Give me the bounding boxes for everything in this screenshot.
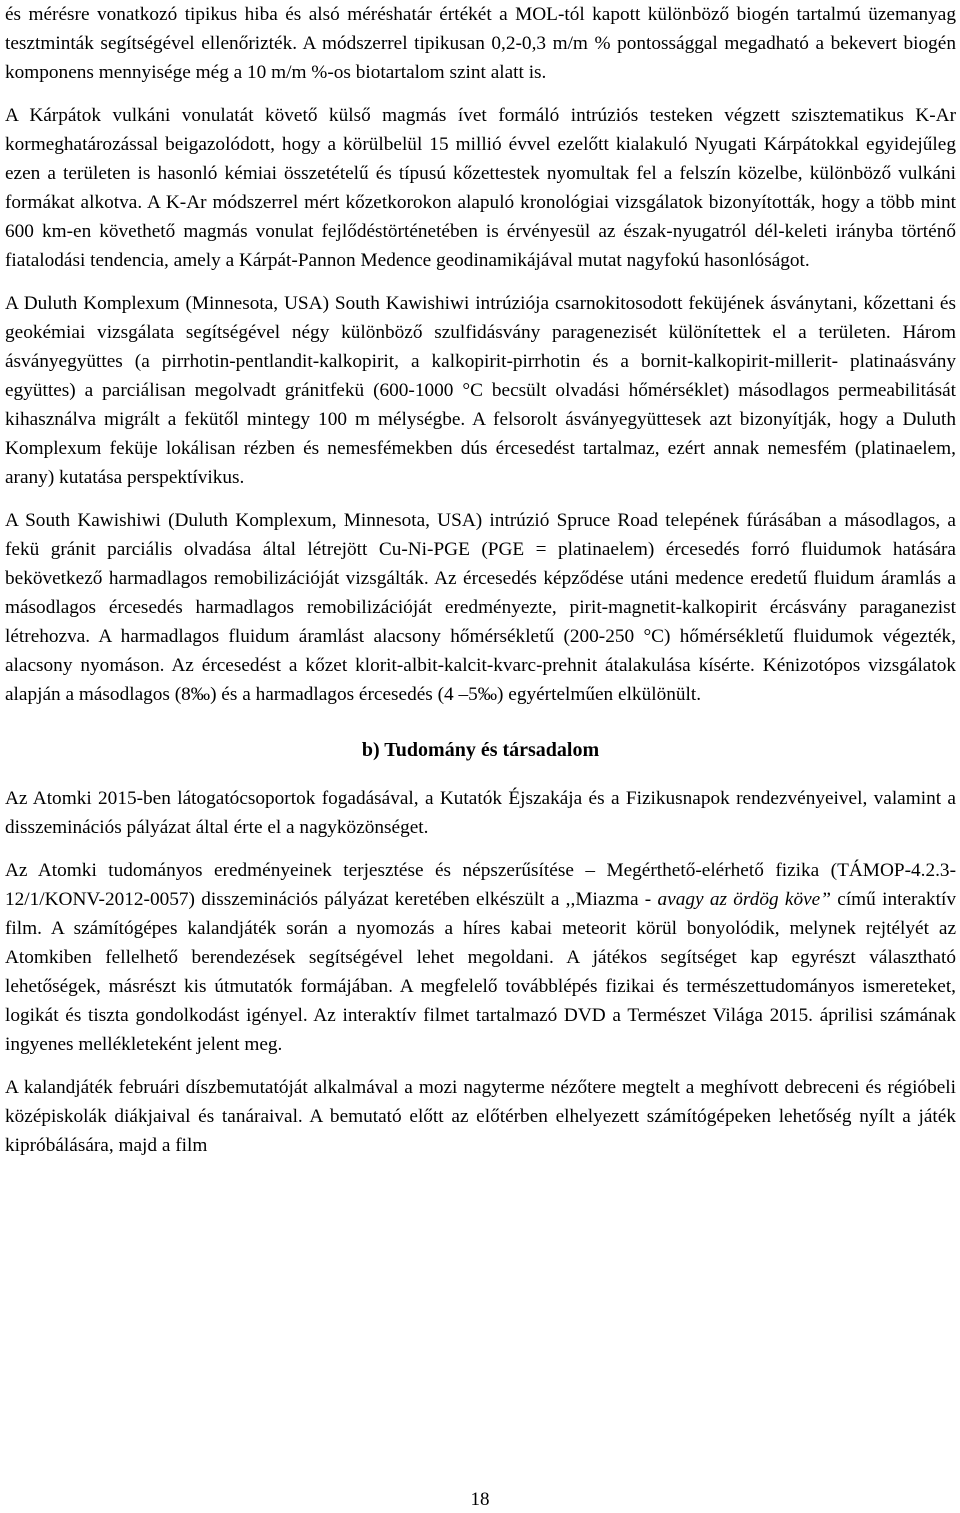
document-page xyxy=(5,0,956,1174)
film-text-after: című interaktív film. A számítógépes kalandjáték során a nyomozás a híres kabai meteorit körül bonyolódik, melynek rejtélyét az Atomkiben fellelhető berendezések segítségével lehet megoldani. A játékos segítséget kap egyrészt választható lehetőségek, másrészt kis útmutatók formájában. A megfelelő továbblépés fizikai és természettudományos ismereteket, logikát és tiszta gondolkodást igényel. Az interaktív filmet tartalmazó DVD a Természet Világa 2015. áprilisi számának ingyenes mellékleteként jelent meg. xyxy=(5,889,956,1055)
section-title: b) Tudomány és társadalom xyxy=(361,739,600,761)
paragraph-atomki-outreach: Az Atomki 2015-ben látogatócsoportok fogadásával, a Kutatók Éjszakája és a Fizikusnapok rendezvényeivel, valamint a disszeminációs pályázat által érte el a nagyközönséget. xyxy=(5,788,956,838)
paragraph-south-kawishiwi: A South Kawishiwi (Duluth Komplexum, Minnesota, USA) intrúzió Spruce Road telepének fúrásában a másodlagos, a fekü gránit parciális olvadása által létrejött Cu-Ni-PGE (PGE = platinaelem) ércesedés forró fluidumok hatására bekövetkező harmadlagos remobilizációját vizsgálták. Az ércesedés képződése utáni medence eredetű fluidum áramlás a másodlagos ércesedés harmadlagos remobilizációját eredményezte, pirit-magnetit-kalkopirit ércásvány paraganezist létrehozva. A harmadlagos fluidum áramlást alacsony hőmérsékletű (200-250 °C) hőmérsékletű fluidumok végezték, alacsony nyomáson. Az ércesedést a kőzet klorit-albit-kalcit-kvarc-prehnit átalakulása kísérte. Kénizotópos vizsgálatok alapján a másodlagos (8‰) és a harmadlagos ércesedés (4 –5‰) egyértelműen elkülönült. xyxy=(5,510,956,705)
paragraph-carpathian-volcanism: A Kárpátok vulkáni vonulatát követő külső magmás ívet formáló intrúziós testeken végzett szisztematikus K-Ar kormeghatározással beigazolódott, hogy a körülbelül 15 millió évvel ezelőtt kialakuló Nyugati Kárpátokkal egyidejűleg ezen a területen is hasonló kémiai összetételű és típusú kőzettestek nyomultak fel a felszín közelbe, különböző vulkáni formákat alkotva. A K-Ar módszerrel mért kőzetkorokon alapuló kronológiai vizsgálatok bizonyították, hogy a több mint 600 km-en követhető magmás vonulat fejlődéstörténetében is érvényesül az észak-nyugatról dél-keleti irányba történő fiatalodási tendencia, amely a Kárpát-Pannon Medence geodinamikájával mutat nagyfokú hasonlóságot. xyxy=(5,105,956,271)
paragraph-biogen-measurement: és mérésre vonatkozó tipikus hiba és alsó méréshatár értékét a MOL-tól kapott különböző biogén tartalmú üzemanyag tesztminták segítségével ellenőrizték. A módszerrel tipikusan 0,2-0,3 m/m % pontossággal megadható a bekevert biogén komponens mennyisége még a 10 m/m %-os biotartalom szint alatt is. xyxy=(5,4,956,83)
paragraph-interactive-film xyxy=(5,856,956,1059)
film-title-italic: avagy az ördög köve” xyxy=(657,889,831,910)
paragraph-duluth-complex: A Duluth Komplexum (Minnesota, USA) South Kawishiwi intrúziója csarnokitosodott feküjének ásványtani, kőzettani és geokémiai vizsgálata segítségével négy különböző szulfidásvány paragenezisét különítettek el a területen. Három ásványegyüttes (a pirrhotin-pentlandit-kalkopirit, a kalkopirit-pirrhotin és a bornit-kalkopirit-millerit- platinaásvány együttes) a parciálisan megolvadt gránitfekü (600-1000 °C becsült olvadási hőmérséklet) másodlagos permeabilitását kihasználva migrált a fekütől mintegy 100 m mélységbe. A felsorolt ásványegyüttesek azt bizonyítják, hogy a Duluth Komplexum feküje lokálisan rézben és nemesfémekben dús ércesedést tartalmaz, ezért annak nemesfém (platinaelem, arany) kutatása perspektívikus. xyxy=(5,293,956,488)
paragraph-premiere: A kalandjáték februári díszbemutatóját alkalmával a mozi nagyterme nézőtere megtelt a meghívott debreceni és régióbeli középiskolák diákjaival és tanáraival. A bemutató előtt az előtérben elhelyezett számítógépeken lehetőség nyílt a játék kipróbálására, majd a film xyxy=(5,1077,956,1156)
page-number: 18 xyxy=(470,1489,490,1510)
film-text-before: Az Atomki tudományos eredményeinek terjesztése és népszerűsítése – Megérthető-elérhető fizika (TÁMOP-4.2.3-12/1/KONV-2012-0057) disszeminációs pályázat keretében elkészült a ,,Miazma - xyxy=(5,860,956,910)
